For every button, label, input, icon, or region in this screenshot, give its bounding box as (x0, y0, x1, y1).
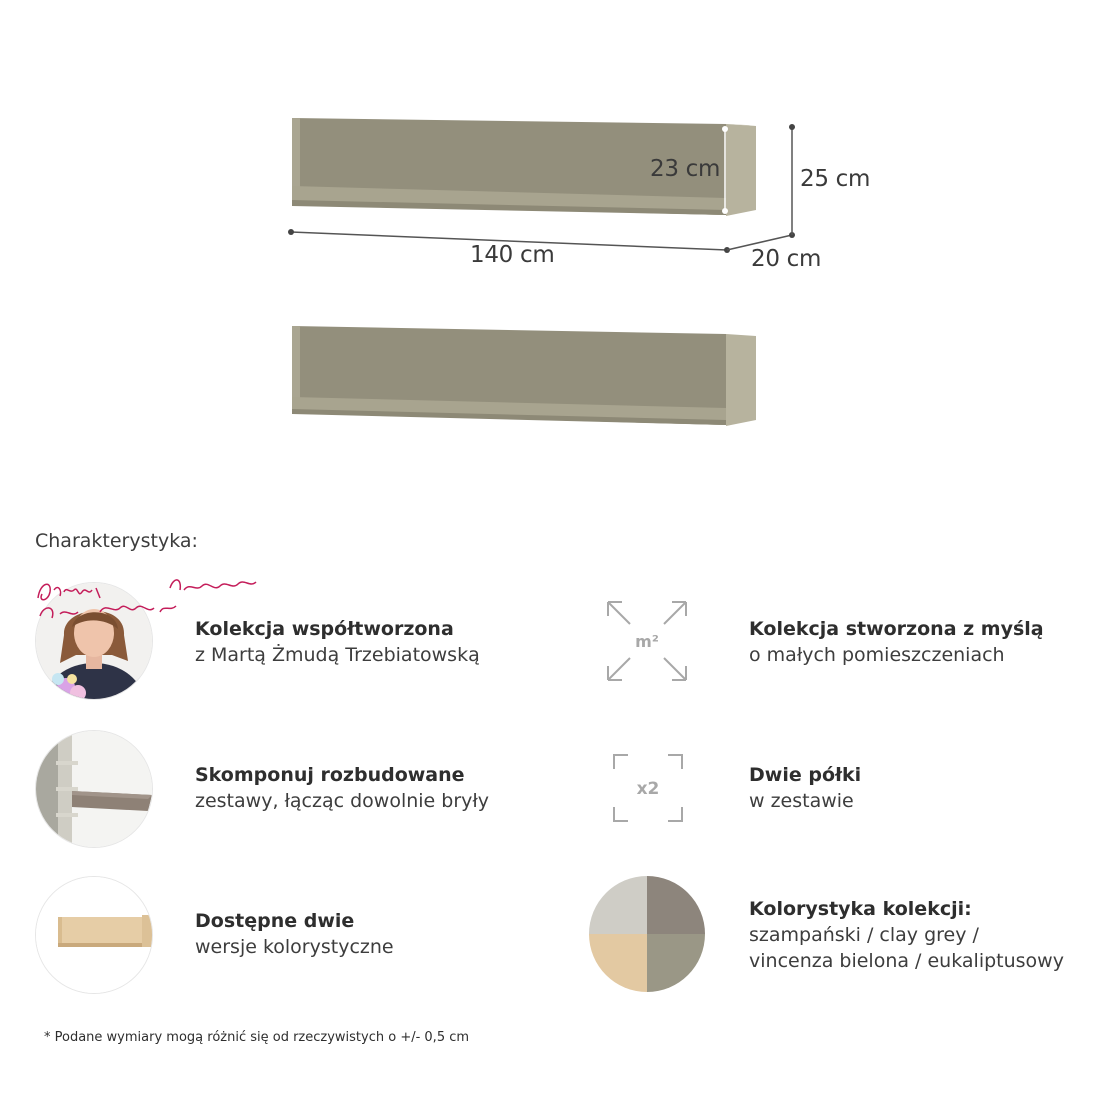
feature-cocreated-desc: z Martą Żmudą Trzebiatowską (195, 644, 480, 666)
depth-label: 20 cm (751, 246, 822, 272)
color-swatch-circle (589, 876, 705, 992)
furniture-detail-photo (35, 730, 153, 848)
height-label: 25 cm (800, 166, 871, 192)
swatch-clay-grey (647, 876, 705, 934)
feature-versions-desc: wersje kolorystyczne (195, 936, 394, 958)
feature-compose (195, 762, 489, 814)
wood-shelf-photo (35, 876, 153, 994)
bottom-shelf (292, 326, 756, 426)
feature-versions (195, 908, 394, 960)
feature-two-shelves-title: Dwie półki (749, 764, 862, 786)
feature-cocreated-title: Kolekcja współtworzona (195, 618, 454, 640)
x2-frame-icon (612, 753, 684, 823)
feature-colors-desc-1: szampański / clay grey / (749, 924, 979, 946)
feature-colors-desc-2: vincenza bielona / eukaliptusowy (749, 950, 1064, 972)
feature-colors-title: Kolorystyka kolekcji: (749, 898, 972, 920)
feature-compose-desc: zestawy, łącząc dowolnie bryły (195, 790, 490, 812)
inner-height-label: 23 cm (650, 156, 721, 182)
feature-compose-title: Skomponuj rozbudowane (195, 764, 465, 786)
shelf-diagram (0, 0, 1112, 460)
width-label: 140 cm (470, 242, 555, 268)
m2-icon-text: m² (635, 632, 659, 651)
feature-two-shelves (749, 762, 861, 814)
swatch-eucalyptus (647, 934, 705, 992)
feature-versions-title: Dostępne dwie (195, 910, 355, 932)
swatch-vincenza (589, 934, 647, 992)
feature-colors (749, 896, 1064, 974)
feature-two-shelves-desc: w zestawie (749, 790, 854, 812)
height-dimension-line (789, 124, 795, 235)
feature-small-rooms (749, 616, 1044, 668)
feature-small-rooms-desc: o małych pomieszczeniach (749, 644, 1005, 666)
m2-expand-icon (604, 598, 690, 684)
feature-cocreated (195, 616, 480, 668)
feature-small-rooms-title: Kolekcja stworzona z myślą (749, 618, 1044, 640)
swatch-champagne (589, 876, 647, 934)
footnote: * Podane wymiary mogą różnić się od rzeczywistych o +/- 0,5 cm (44, 1030, 470, 1045)
x2-icon-text: x2 (636, 779, 660, 799)
section-title: Charakterystyka: (35, 530, 198, 552)
